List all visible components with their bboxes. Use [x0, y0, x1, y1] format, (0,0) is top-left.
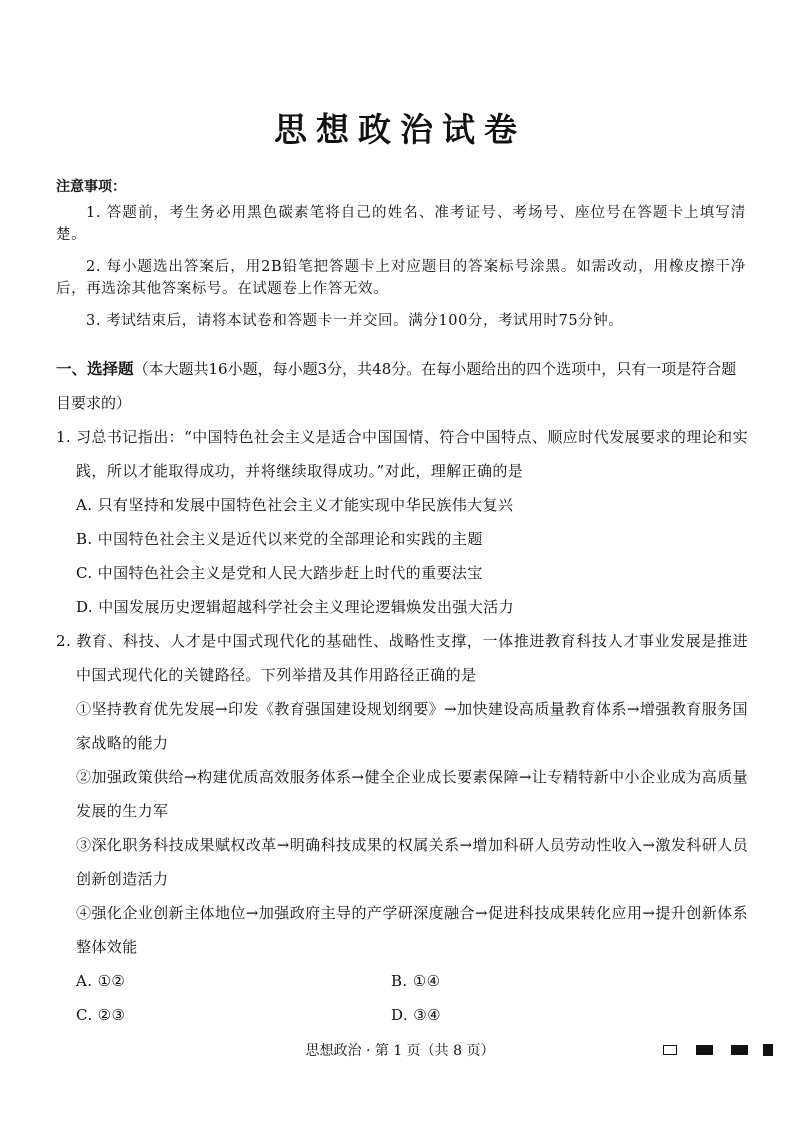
outline-square-mark — [663, 1045, 677, 1055]
choice-d: D. ③④ — [391, 1006, 441, 1024]
filled-square-mark — [763, 1044, 773, 1056]
question-1 — [56, 420, 748, 624]
statement-3: ③深化职务科技成果赋权改革→明确科技成果的权属关系→增加科研人员劳动性收入→激发科研人员创新创造活力 — [76, 836, 748, 888]
question-stem — [56, 624, 748, 692]
section-heading: 一、选择题 — [56, 360, 134, 378]
page-footer: 思想政治 · 第 1 页（共 8 页） — [305, 1043, 495, 1059]
question-number: 2. — [56, 632, 72, 650]
question-text: 习总书记指出：“中国特色社会主义是适合中国国情、符合中国特点、顺应时代发展要求的理论和实践，所以才能取得成功，并将继续取得成功。”对此，理解正确的是 — [76, 428, 748, 480]
statement-1: ①坚持教育优先发展→印发《教育强国建设规划纲要》→加快建设高质量教育体系→增强教育服务国家战略的能力 — [76, 700, 748, 752]
question-number: 1. — [56, 428, 72, 446]
question-text: 教育、科技、人才是中国式现代化的基础性、战略性支撑，一体推进教育科技人才事业发展是推进中国式现代化的关键路径。下列举措及其作用路径正确的是 — [76, 632, 748, 684]
question-stem — [56, 420, 748, 488]
option-c: C. 中国特色社会主义是党和人民大踏步赶上时代的重要法宝 — [76, 564, 483, 582]
statement-2: ②加强政策供给→构建优质高效服务体系→健全企业成长要素保障→让专精特新中小企业成为高质量发展的生力军 — [76, 768, 748, 820]
section-description: （本大题共16小题，每小题3分，共48分。在每小题给出的四个选项中，只有一项是符合题目要求的） — [56, 360, 737, 412]
note-item-2: 2. 每小题选出答案后，用2B铅笔把答题卡上对应题目的答案标号涂黑。如需改动，用橡皮擦干净后，再选涂其他答案标号。在试题卷上作答无效。 — [56, 259, 746, 297]
question-2 — [56, 624, 748, 1032]
choice-a: A. ①② — [76, 972, 126, 990]
statement-4: ④强化企业创新主体地位→加强政府主导的产学研深度融合→促进科技成果转化应用→提升创新体系整体效能 — [76, 904, 748, 956]
filled-square-mark — [731, 1045, 748, 1055]
note-item-3: 3. 考试结束后，请将本试卷和答题卡一并交回。满分100分，考试用时75分钟。 — [86, 313, 624, 329]
section-header — [56, 352, 748, 420]
choice-row-1 — [56, 964, 748, 998]
option-a: A. 只有坚持和发展中国特色社会主义才能实现中华民族伟大复兴 — [76, 496, 514, 514]
option-b: B. 中国特色社会主义是近代以来党的全部理论和实践的主题 — [76, 530, 483, 548]
choice-b: B. ①④ — [391, 972, 441, 990]
exam-title: 思想政治试卷 — [274, 110, 526, 149]
notes-block — [56, 176, 746, 342]
notes-heading: 注意事项： — [56, 179, 126, 195]
option-d: D. 中国发展历史逻辑超越科学社会主义理论逻辑焕发出强大活力 — [76, 598, 515, 616]
note-item-1: 1. 答题前，考生务必用黑色碳素笔将自己的姓名、准考证号、考场号、座位号在答题卡上填写清楚。 — [56, 205, 746, 243]
choice-c: C. ②③ — [76, 1006, 126, 1024]
filled-square-mark — [696, 1045, 713, 1055]
choice-row-2 — [56, 998, 748, 1032]
